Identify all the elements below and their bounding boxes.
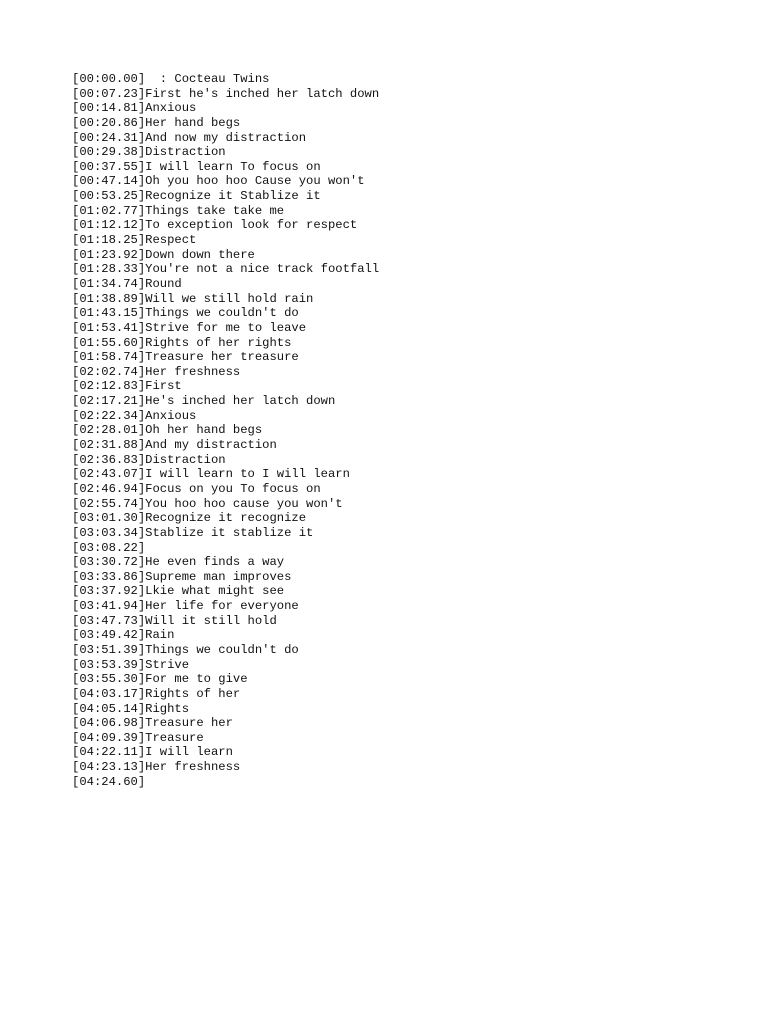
lyric-line: [04:06.98]Treasure her	[72, 716, 233, 731]
lyric-line: [02:36.83]Distraction	[72, 452, 226, 467]
lyric-line: [02:17.21]He's inched her latch down	[72, 394, 336, 409]
lyric-line: [01:18.25]Respect	[72, 233, 197, 248]
lyric-line: [01:23.92]Down down there	[72, 247, 255, 262]
lyric-line: [04:09.39]Treasure	[72, 730, 204, 745]
lyric-line: [01:38.89]Will we still hold rain	[72, 291, 314, 306]
lyric-line: [00:47.14]Oh you hoo hoo Cause you won't	[72, 174, 365, 189]
lyric-line: [00:24.31]And now my distraction	[72, 130, 307, 145]
lyric-line: [00:00.00] : Cocteau Twins	[72, 72, 270, 86]
lyric-line: [02:46.94]Focus on you To focus on	[72, 481, 321, 496]
lyric-line: [02:22.34]Anxious	[72, 408, 197, 423]
lyric-line: [03:47.73]Will it still hold	[72, 613, 277, 628]
lyric-line: [01:02.77]Things take take me	[72, 203, 285, 218]
lyric-line: [00:53.25]Recognize it Stablize it	[72, 189, 321, 204]
lyric-line: [00:29.38]Distraction	[72, 145, 226, 160]
lyric-line: [03:03.34]Stablize it stablize it	[72, 525, 314, 540]
lyric-line: [03:51.39]Things we couldn't do	[72, 642, 299, 657]
lyric-line: [03:53.39]Strive	[72, 657, 190, 672]
lyric-line: [01:34.74]Round	[72, 276, 182, 291]
lyric-line: [04:24.60]	[72, 774, 146, 789]
lyric-line: [02:55.74]You hoo hoo cause you won't	[72, 496, 343, 511]
lyric-line: [02:31.88]And my distraction	[72, 438, 277, 453]
lyric-line: [02:02.74]Her freshness	[72, 364, 241, 379]
lyric-line: [00:37.55]I will learn To focus on	[72, 159, 321, 174]
lyric-line: [02:28.01]Oh her hand begs	[72, 423, 263, 438]
lyric-line: [00:14.81]Anxious	[72, 101, 197, 116]
lyric-line: [02:43.07]I will learn to I will learn	[72, 467, 350, 482]
lyric-line: [01:28.33]You're not a nice track footfall	[72, 262, 380, 277]
lyric-line: [01:12.12]To exception look for respect	[72, 218, 358, 233]
document-page	[72, 72, 752, 789]
lyric-line: [03:30.72]He even finds a way	[72, 555, 285, 570]
lyric-line: [03:55.30]For me to give	[72, 672, 248, 687]
lyric-line: [03:01.30]Recognize it recognize	[72, 511, 307, 526]
lyric-line: [01:53.41]Strive for me to leave	[72, 320, 307, 335]
lyric-line: [00:07.23]First he's inched her latch down	[72, 86, 380, 101]
lyric-line: [03:37.92]Lkie what might see	[72, 584, 285, 599]
lyric-line: [03:41.94]Her life for everyone	[72, 599, 299, 614]
lyric-line: [01:58.74]Treasure her treasure	[72, 350, 299, 365]
lyric-line: [02:12.83]First	[72, 379, 182, 394]
lyric-line: [03:49.42]Rain	[72, 628, 175, 643]
lyric-line: [04:22.11]I will learn	[72, 745, 233, 760]
lyric-line: [04:05.14]Rights	[72, 701, 190, 716]
lyric-line: [01:55.60]Rights of her rights	[72, 335, 292, 350]
lyric-line: [03:08.22]	[72, 540, 146, 555]
lyric-line: [04:03.17]Rights of her	[72, 686, 241, 701]
lyric-line: [00:20.86]Her hand begs	[72, 115, 241, 130]
lyric-line: [04:23.13]Her freshness	[72, 760, 241, 775]
lyric-line: [03:33.86]Supreme man improves	[72, 569, 292, 584]
lyrics-list	[72, 72, 752, 789]
lyric-line: [01:43.15]Things we couldn't do	[72, 306, 299, 321]
